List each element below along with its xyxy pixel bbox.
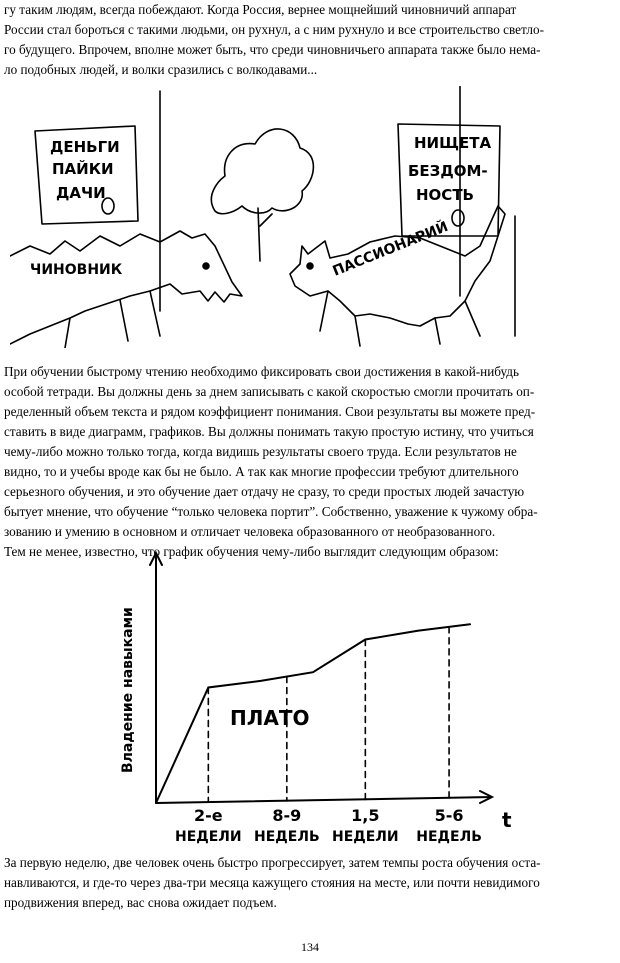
text-line: ставить в виде диаграмм, графиков. Вы должны понимать такую простую истину, что учиться	[4, 424, 534, 439]
learning-curve-line	[156, 624, 470, 803]
right-sign-line: НИЩЕТА	[414, 134, 492, 152]
right-sign-line: НОСТЬ	[416, 186, 474, 204]
x-axis-label: t	[502, 808, 512, 832]
text-line: ло подобных людей, и волки сразились с волкодавами...	[4, 62, 318, 77]
intro-paragraph	[4, 0, 616, 80]
text-line: гу таким людям, всегда побеждают. Когда Россия, вернее мощнейший чиновничий аппарат	[4, 2, 517, 17]
x-tick-label: НЕДЕЛЬ	[416, 829, 482, 845]
x-tick-label: 5-6	[434, 806, 464, 825]
text-line: При обучении быстрому чтению необходимо фиксировать свои достижения в какой-нибудь	[4, 364, 519, 379]
cat-eye	[307, 263, 313, 269]
cat-legs	[320, 291, 480, 346]
right-sign-lock-icon	[452, 210, 464, 226]
wolf-legs	[65, 291, 160, 348]
wolf-eye	[203, 263, 209, 269]
learning-curve-chart	[110, 545, 530, 845]
text-line: бытует мнение, что обучение “только человека портит”. Собственно, уважение к чужому обра-	[4, 504, 538, 519]
left-sign-line: ДАЧИ	[56, 184, 106, 202]
text-line: Тем не менее, известно, что график обучения чему-либо выглядит следующим образом:	[4, 544, 499, 559]
text-line: навливаются, и где-то через два-три месяца кажущего стояния на месте, или почти невидимого	[4, 875, 540, 890]
text-line: особой тетради. Вы должны день за днем записывать с какой скоростью смогли прочитать оп-	[4, 384, 535, 399]
text-line: чему-либо можно только тогда, когда видишь результаты своего труда. Если результатов не	[4, 444, 517, 459]
text-line: го будущего. Впрочем, вполне может быть, что среди чиновничьего аппарата также было нема-	[4, 42, 541, 57]
text-line: зованию и умению в основном и отличает человека образованного от необразованного.	[4, 524, 496, 539]
text-line: За первую неделю, две человек очень быстро прогрессирует, затем темпы роста обучения оста-	[4, 855, 541, 870]
right-animal-label: ПАССИОНАРИЙ	[330, 218, 451, 280]
left-sign-line: ПАЙКИ	[52, 160, 114, 178]
left-sign-line: ДЕНЬГИ	[50, 138, 120, 156]
left-animal-label: ЧИНОВНИК	[30, 262, 123, 278]
text-line: России стал бороться с такими людьми, он рухнул, а с ним рухнуло и все строительство светло-	[4, 22, 544, 37]
x-tick-label: НЕДЕЛЬ	[254, 829, 320, 845]
x-tick-label: 1,5	[351, 806, 380, 825]
text-line: серьезного обучения, и это обучение дает отдачу не сразу, то среди простых людей зачастую	[4, 484, 525, 499]
text-line: видно, то и учебы вроде как бы не было. А так как многие профессии требуют длительного	[4, 464, 519, 479]
x-tick-label: НЕДЕЛИ	[331, 829, 399, 845]
x-tick-label: 8-9	[272, 806, 302, 825]
tree-trunk	[258, 208, 272, 261]
plateau-annotation: ПЛАТО	[230, 706, 310, 730]
x-tick-label: 2-е	[194, 806, 223, 825]
text-line: ределенный объем текста и рядом коэффициент понимания. Свои результаты вы можете пред-	[4, 404, 536, 419]
cartoon-illustration	[10, 86, 613, 348]
text-line: продвижения вперед, вас снова ожидает подъем.	[4, 895, 277, 910]
body-paragraph	[4, 362, 616, 562]
tree-drawing	[211, 129, 313, 214]
y-axis-label: Владение навыками	[120, 607, 136, 773]
right-sign-line: БЕЗДОМ-	[408, 162, 488, 180]
x-axis	[156, 791, 492, 803]
x-tick-label: НЕДЕЛИ	[174, 829, 242, 845]
cat-drawing	[290, 206, 505, 326]
y-axis	[150, 553, 162, 803]
page-number: 134	[301, 940, 319, 954]
outro-paragraph	[4, 853, 616, 913]
